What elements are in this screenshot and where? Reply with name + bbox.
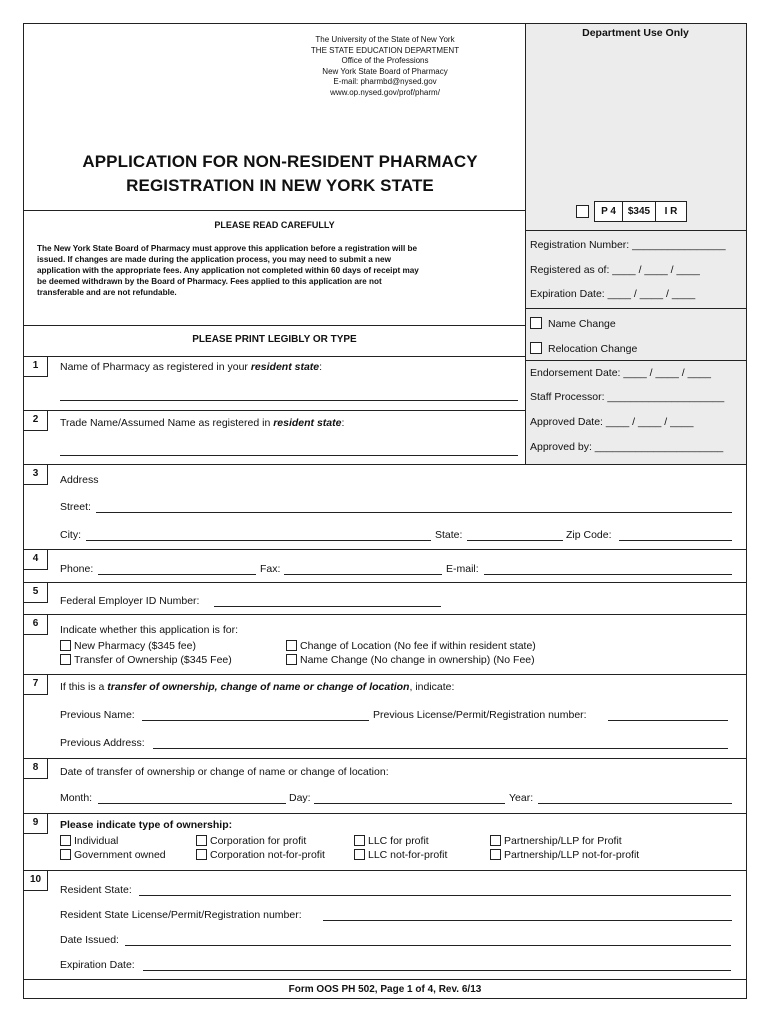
notice-line: application with the appropriate fees. Any application not completed within 60 days of receipt may (37, 266, 419, 275)
divider (24, 813, 746, 814)
phone-input[interactable] (98, 574, 256, 575)
day-label: Day: (289, 792, 311, 804)
zip-input[interactable] (619, 540, 732, 541)
previous-name-input[interactable] (142, 720, 369, 721)
label-text: , indicate: (409, 681, 455, 693)
divider (24, 979, 746, 980)
name-change-checkbox[interactable] (530, 317, 542, 329)
transfer-date-label: Date of transfer of ownership or change of name or change of location: (60, 766, 389, 778)
corp-nonprofit-checkbox[interactable] (196, 849, 207, 860)
label-text: : (319, 361, 323, 373)
email-label: E-mail: (446, 563, 479, 575)
option-label: Corporation for profit (210, 835, 307, 847)
divider (24, 210, 525, 211)
expiration-date-label: Expiration Date: (60, 959, 135, 971)
agency-header (230, 35, 540, 98)
option-change-location[interactable] (286, 640, 536, 652)
pharmacy-name-input[interactable] (60, 400, 518, 401)
option-label: Individual (74, 835, 119, 847)
option-label: Corporation not-for-profit (210, 849, 325, 861)
approved-date-field: Approved Date: ____ / ____ / ____ (530, 416, 694, 428)
ownership-corp-profit[interactable] (196, 835, 306, 847)
notice-text (37, 243, 522, 298)
section-number: 6 (24, 614, 48, 635)
phone-label: Phone: (60, 563, 94, 575)
day-input[interactable] (314, 803, 505, 804)
llc-profit-checkbox[interactable] (354, 835, 365, 846)
divider (24, 410, 525, 411)
city-label: City: (60, 529, 81, 541)
fein-input[interactable] (214, 606, 441, 607)
ownership-corp-nonprofit[interactable] (196, 849, 325, 861)
previous-address-label: Previous Address: (60, 737, 145, 749)
dept-use-title: Department Use Only (582, 27, 689, 39)
street-label: Street: (60, 501, 91, 513)
header-line: E-mail: pharmbd@nysed.gov (333, 77, 437, 86)
option-label: Partnership/LLP not-for-profit (504, 849, 640, 861)
header-line: The University of the State of New York (315, 35, 455, 44)
section-number: 8 (24, 758, 48, 779)
notice-line: transferable and are not refundable. (37, 288, 177, 297)
ownership-individual[interactable] (60, 835, 118, 847)
zip-label: Zip Code: (566, 529, 612, 541)
fee-box: P 4 (594, 201, 623, 222)
expiration-date-field: Expiration Date: ____ / ____ / ____ (530, 288, 696, 300)
new-pharmacy-checkbox[interactable] (60, 640, 71, 651)
section-number: 5 (24, 582, 48, 603)
section-number: 1 (24, 356, 48, 377)
trade-name-label (60, 417, 344, 429)
ownership-llc-profit[interactable] (354, 835, 429, 847)
endorsement-date-field: Endorsement Date: ____ / ____ / ____ (530, 367, 711, 379)
expiration-date-input[interactable] (143, 970, 731, 971)
divider (525, 230, 746, 231)
option-label: New Pharmacy ($345 fee) (74, 640, 196, 652)
label-text: : (341, 417, 345, 429)
relocation-change-label: Relocation Change (548, 343, 638, 355)
ownership-llc-nonprofit[interactable] (354, 849, 447, 861)
year-label: Year: (509, 792, 534, 804)
resident-state-label: Resident State: (60, 884, 132, 896)
relocation-change-checkbox[interactable] (530, 342, 542, 354)
option-name-change[interactable] (286, 654, 535, 666)
name-change-checkbox[interactable] (286, 654, 297, 665)
form-title-line: APPLICATION FOR NON-RESIDENT PHARMACY (82, 152, 478, 171)
option-label: Partnership/LLP for Profit (504, 835, 622, 847)
staff-processor-field: Staff Processor: ____________________ (530, 391, 725, 403)
notice-line: issued. If changes are made during the application process, you may need to submit a new (37, 255, 391, 264)
divider (24, 549, 746, 550)
previous-address-input[interactable] (153, 748, 728, 749)
resident-license-label: Resident State License/Permit/Registration number: (60, 909, 302, 921)
year-input[interactable] (538, 803, 732, 804)
section-number: 10 (24, 870, 48, 891)
llc-nonprofit-checkbox[interactable] (354, 849, 365, 860)
header-line: THE STATE EDUCATION DEPARTMENT (310, 45, 460, 55)
relocation-change-option[interactable] (530, 342, 637, 355)
option-new-pharmacy[interactable] (60, 640, 196, 652)
fee-box: I R (655, 201, 687, 222)
section-number: 4 (24, 549, 48, 570)
corp-profit-checkbox[interactable] (196, 835, 207, 846)
divider (24, 674, 746, 675)
header-line: www.op.nysed.gov/prof/pharm/ (330, 87, 440, 97)
date-issued-input[interactable] (125, 945, 731, 946)
city-input[interactable] (86, 540, 431, 541)
label-text: Trade Name/Assumed Name as registered in (60, 417, 274, 429)
section-number: 3 (24, 464, 48, 485)
header-line: New York State Board of Pharmacy (322, 66, 448, 76)
ownership-government[interactable] (60, 849, 166, 861)
partnership-profit-checkbox[interactable] (490, 835, 501, 846)
application-type-label: Indicate whether this application is for: (60, 624, 239, 636)
option-label: LLC for profit (368, 835, 429, 847)
label-emphasis: transfer of ownership, change of name or change of location (107, 681, 410, 693)
option-label: Transfer of Ownership ($345 Fee) (74, 654, 232, 666)
fax-input[interactable] (284, 574, 442, 575)
section-number: 2 (24, 410, 48, 431)
divider (525, 360, 746, 361)
option-transfer-ownership[interactable] (60, 654, 232, 666)
option-label: Name Change (No change in ownership) (No Fee) (300, 654, 535, 666)
form-footer: Form OOS PH 502, Page 1 of 4, Rev. 6/13 (288, 984, 482, 995)
state-label: State: (435, 529, 463, 541)
ownership-type-label: Please indicate type of ownership: (60, 819, 233, 831)
street-input[interactable] (96, 512, 732, 513)
fein-label: Federal Employer ID Number: (60, 595, 200, 607)
fax-label: Fax: (260, 563, 281, 575)
divider (24, 325, 525, 326)
name-change-label: Name Change (548, 318, 616, 330)
fee-checkbox[interactable] (576, 205, 589, 218)
section-number: 9 (24, 813, 48, 834)
label-text: Name of Pharmacy as registered in your (60, 361, 251, 373)
divider (525, 308, 746, 309)
date-issued-label: Date Issued: (60, 934, 119, 946)
divider (24, 582, 746, 583)
notice-line: The New York State Board of Pharmacy must approve this application before a registration will be (37, 244, 418, 253)
notice-heading: PLEASE READ CAREFULLY (214, 220, 335, 230)
registered-as-of-field: Registered as of: ____ / ____ / ____ (530, 264, 700, 276)
trade-name-input[interactable] (60, 455, 518, 456)
resident-license-input[interactable] (323, 920, 732, 921)
label-emphasis: resident state (250, 361, 320, 373)
state-input[interactable] (467, 540, 563, 541)
option-label: Change of Location (No fee if within resident state) (300, 640, 536, 652)
previous-license-input[interactable] (608, 720, 728, 721)
partnership-nonprofit-checkbox[interactable] (490, 849, 501, 860)
divider (24, 614, 746, 615)
transfer-instructions (60, 681, 454, 693)
ownership-partnership-profit[interactable] (490, 835, 622, 847)
registration-number-field: Registration Number: ________________ (530, 239, 726, 251)
fee-box: $345 (622, 201, 656, 222)
transfer-ownership-checkbox[interactable] (60, 654, 71, 665)
month-input[interactable] (98, 803, 286, 804)
individual-checkbox[interactable] (60, 835, 71, 846)
ownership-partnership-nonprofit[interactable] (490, 849, 639, 861)
header-line: Office of the Professions (341, 56, 429, 65)
previous-license-label: Previous License/Permit/Registration number: (373, 709, 587, 721)
form-title-line: REGISTRATION IN NEW YORK STATE (126, 176, 434, 195)
option-label: Government owned (74, 849, 166, 861)
pharmacy-name-label (60, 361, 322, 373)
government-checkbox[interactable] (60, 849, 71, 860)
divider (24, 758, 746, 759)
previous-name-label: Previous Name: (60, 709, 135, 721)
form-title (30, 150, 530, 198)
approved-by-field: Approved by: ______________________ (530, 441, 724, 453)
notice-line: be deemed withdrawn by the Board of Pharmacy. Fees applied to this application are not (37, 277, 382, 286)
option-label: LLC not-for-profit (368, 849, 448, 861)
print-heading: PLEASE PRINT LEGIBLY OR TYPE (192, 334, 357, 345)
name-change-option[interactable] (530, 317, 616, 330)
email-input[interactable] (484, 574, 732, 575)
section-number: 7 (24, 674, 48, 695)
label-text: If this is a (60, 681, 108, 693)
divider (24, 870, 746, 871)
change-location-checkbox[interactable] (286, 640, 297, 651)
divider (24, 356, 525, 357)
month-label: Month: (60, 792, 93, 804)
resident-state-input[interactable] (139, 895, 731, 896)
divider (24, 464, 746, 465)
address-label: Address (60, 474, 99, 486)
label-emphasis: resident state (273, 417, 342, 429)
